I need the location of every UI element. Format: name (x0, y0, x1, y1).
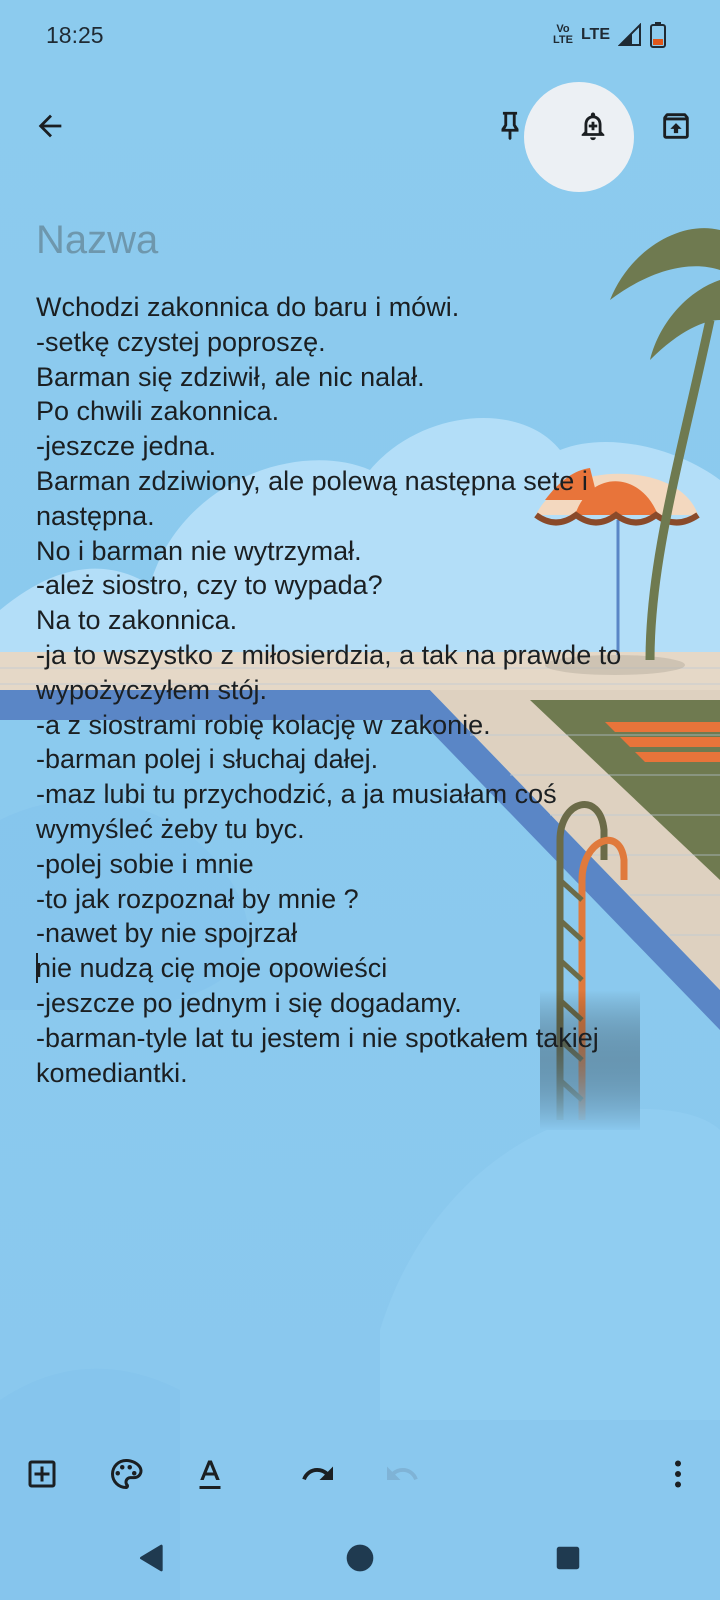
network-type-label: LTE (580, 26, 610, 43)
nav-recents-icon (553, 1543, 583, 1573)
add-reminder-button[interactable] (565, 98, 621, 154)
nav-back-button[interactable] (124, 1530, 180, 1586)
back-button[interactable] (22, 98, 78, 154)
volte-icon: Vo LTE (553, 23, 573, 46)
palette-icon (108, 1456, 144, 1492)
nav-home-icon (344, 1542, 376, 1574)
note-line: Na to zakonnica. (36, 605, 238, 636)
redo-button[interactable] (374, 1446, 430, 1502)
note-line: -setkę czystej poproszę. (36, 326, 326, 357)
note-line: Barman się zdziwił, ale nic nalał. (36, 361, 425, 392)
note-toolbar (0, 80, 720, 190)
note-line: -maz lubi tu przychodzić, a ja musiałam coś (36, 779, 557, 810)
note-line: następna. (36, 500, 155, 531)
background-options-button[interactable] (98, 1446, 154, 1502)
note-line: -jeszcze po jednym i się dogadamy. (36, 987, 462, 1018)
nav-back-icon (136, 1542, 168, 1574)
note-line: -ja to wszystko z miłosierdzia, a tak na prawde to (36, 639, 622, 670)
add-item-button[interactable] (14, 1446, 70, 1502)
archive-icon (659, 109, 693, 143)
note-line: Wchodzi zakonnica do baru i mówi. (36, 292, 460, 322)
system-navigation-bar (0, 1520, 720, 1600)
note-line: No i barman nie wytrzymał. (36, 535, 362, 566)
nav-recents-button[interactable] (540, 1530, 596, 1586)
note-title-input[interactable]: Nazwa (36, 218, 159, 262)
text-format-button[interactable] (182, 1446, 238, 1502)
add-box-icon (24, 1456, 60, 1492)
archive-button[interactable] (648, 98, 704, 154)
undo-icon (300, 1456, 336, 1492)
note-line: -nawet by nie spojrzał (36, 918, 298, 949)
editor-bottom-bar (0, 1440, 720, 1510)
note-line: -barman-tyle lat tu jestem i nie spotkałem takiej (36, 1022, 599, 1053)
pin-icon (493, 109, 527, 143)
back-arrow-icon (33, 109, 67, 143)
note-line-with-cursor: nie nudzą cię moje opowieści (36, 953, 388, 984)
add-reminder-icon (576, 109, 610, 143)
redo-icon (384, 1456, 420, 1492)
note-line: -ależ siostro, czy to wypada? (36, 570, 383, 601)
undo-button[interactable] (290, 1446, 346, 1502)
status-time: 18:25 (46, 22, 104, 48)
note-line: komediantki. (36, 1057, 188, 1088)
note-line: -barman polej i słuchaj dałej. (36, 744, 379, 775)
note-line: wypożyczyłem stój. (36, 674, 268, 705)
note-line: -to jak rozpoznał by mnie ? (36, 883, 359, 914)
note-line: wymyśleć żeby tu byc. (36, 813, 305, 844)
note-line: Barman zdziwiony, ale polewą następna sete i (36, 465, 588, 496)
note-line: -jeszcze jedna. (36, 431, 217, 462)
note-line: Po chwili zakonnica. (36, 396, 280, 427)
note-line: -a z siostrami robię kolację w zakonie. (36, 709, 491, 740)
signal-icon (618, 23, 642, 47)
nav-home-button[interactable] (332, 1530, 388, 1586)
note-line: -polej sobie i mnie (36, 848, 254, 879)
more-options-button[interactable] (650, 1446, 706, 1502)
status-bar (0, 0, 720, 72)
status-icons (553, 20, 666, 50)
text-format-icon (192, 1456, 228, 1492)
battery-icon (650, 22, 666, 48)
note-body-editor[interactable] (36, 290, 686, 1090)
pin-button[interactable] (482, 98, 538, 154)
more-vert-icon (660, 1456, 696, 1492)
